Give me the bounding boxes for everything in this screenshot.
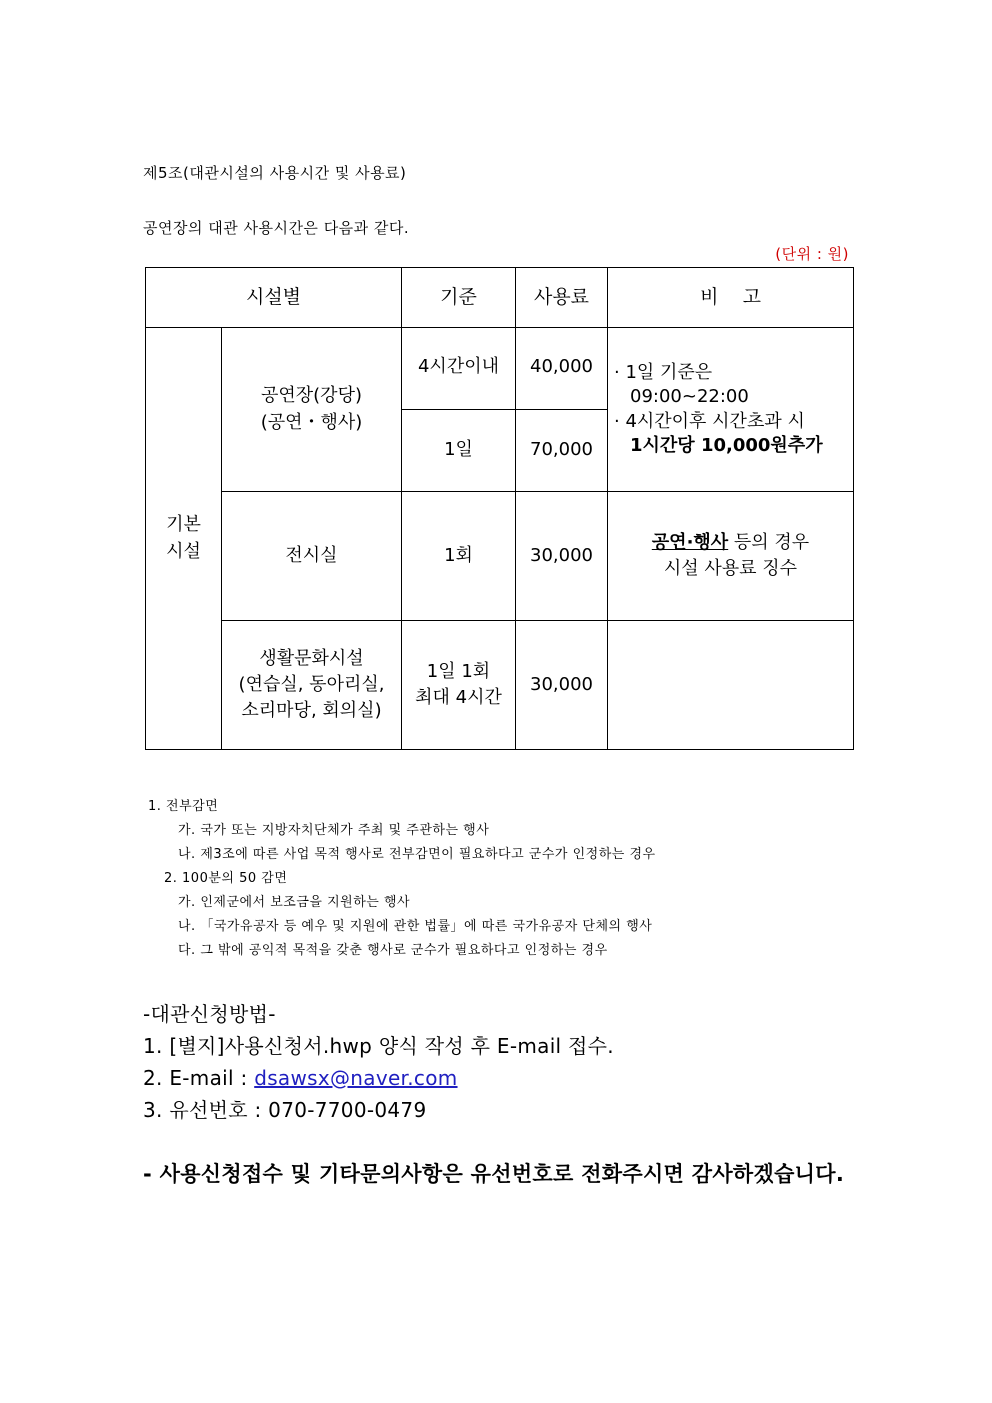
note-item: 가. 인제군에서 보조금을 지원하는 행사 (178, 895, 411, 910)
remark-line: · 1일 기준은 (614, 361, 713, 383)
email-link[interactable]: dsawsx@naver.com (254, 1066, 458, 1090)
fee-table (145, 267, 854, 750)
apply-title: -대관신청방법- (143, 1002, 276, 1026)
exhibit-remark-line (608, 530, 853, 556)
exhibit-name: 전시실 (222, 492, 402, 621)
category-line: 기본 (166, 514, 201, 536)
header-basis: 기준 (402, 268, 516, 328)
unit-label: (단위 : 원) (775, 245, 849, 263)
culture-basis-line: 최대 4시간 (415, 687, 502, 708)
apply-step: 1. [별지]사용신청서.hwp 양식 작성 후 E-mail 접수. (143, 1034, 614, 1058)
culture-basis (402, 621, 516, 750)
header-facility: 시설별 (146, 268, 402, 328)
apply-step (143, 1062, 614, 1094)
category-basic (146, 328, 222, 750)
culture-name-line: (연습실, 동아리실, (238, 673, 385, 695)
culture-name-line: 소리마당, 회의실) (241, 700, 382, 722)
article-title: 제5조(대관시설의 사용시간 및 사용료) (143, 164, 407, 182)
exhibit-remark (608, 492, 854, 621)
note-item: 가. 국가 또는 지방자치단체가 주최 및 주관하는 행사 (178, 823, 490, 838)
header-fee: 사용료 (516, 268, 608, 328)
remark-text: 등의 경우 (728, 531, 810, 553)
culture-basis-line: 1일 1회 (426, 660, 491, 682)
note-item: 나. 제3조에 따른 사업 목적 행사로 전부감면이 필요하다고 군수가 인정하는 경우 (178, 847, 656, 862)
remark-line: · 4시간이후 시간초과 시 (614, 410, 805, 432)
apply-step: 3. 유선번호 : 070-7700-0479 (143, 1098, 427, 1122)
note-item: 나. 「국가유공자 등 예우 및 지원에 관한 법률」에 따른 국가유공자 단체의 행사 (178, 919, 653, 934)
reduction-notes (148, 795, 656, 963)
culture-name-line: 생활문화시설 (259, 647, 364, 669)
closing-message: - 사용신청접수 및 기타문의사항은 유선번호로 전화주시면 감사하겠습니다. (143, 1162, 845, 1186)
application-method (143, 998, 614, 1126)
culture-name (222, 621, 402, 750)
culture-remark (608, 621, 854, 750)
culture-fee: 30,000 (516, 621, 608, 750)
note-item: 1. 전부감면 (148, 799, 219, 814)
intro-text: 공연장의 대관 사용시간은 다음과 같다. (143, 219, 410, 237)
remark-emphasis: 공연·행사 (651, 531, 729, 553)
hall-fee-1: 40,000 (516, 328, 608, 410)
hall-basis-1: 4시간이내 (402, 328, 516, 410)
note-item: 다. 그 밖에 공익적 목적을 갖춘 행사로 군수가 필요하다고 인정하는 경우 (178, 943, 608, 958)
header-remarks: 비 고 (608, 268, 854, 328)
hall-fee-2: 70,000 (516, 410, 608, 492)
hall-basis-2: 1일 (402, 410, 516, 492)
hall-name (222, 328, 402, 492)
exhibit-remark-line: 시설 사용료 징수 (663, 558, 798, 579)
remark-line: 09:00~22:00 (630, 386, 749, 408)
exhibit-fee: 30,000 (516, 492, 608, 621)
note-item: 2. 100분의 50 감면 (164, 871, 288, 886)
hall-name-line: (공연・행사) (260, 411, 363, 433)
exhibit-basis: 1회 (402, 492, 516, 621)
hall-name-line: 공연장(강당) (261, 385, 362, 407)
category-line: 시설 (166, 540, 201, 562)
hall-remark (608, 328, 854, 492)
email-label: 2. E-mail : (143, 1066, 255, 1090)
remark-line-bold: 1시간당 10,000원추가 (630, 434, 823, 456)
